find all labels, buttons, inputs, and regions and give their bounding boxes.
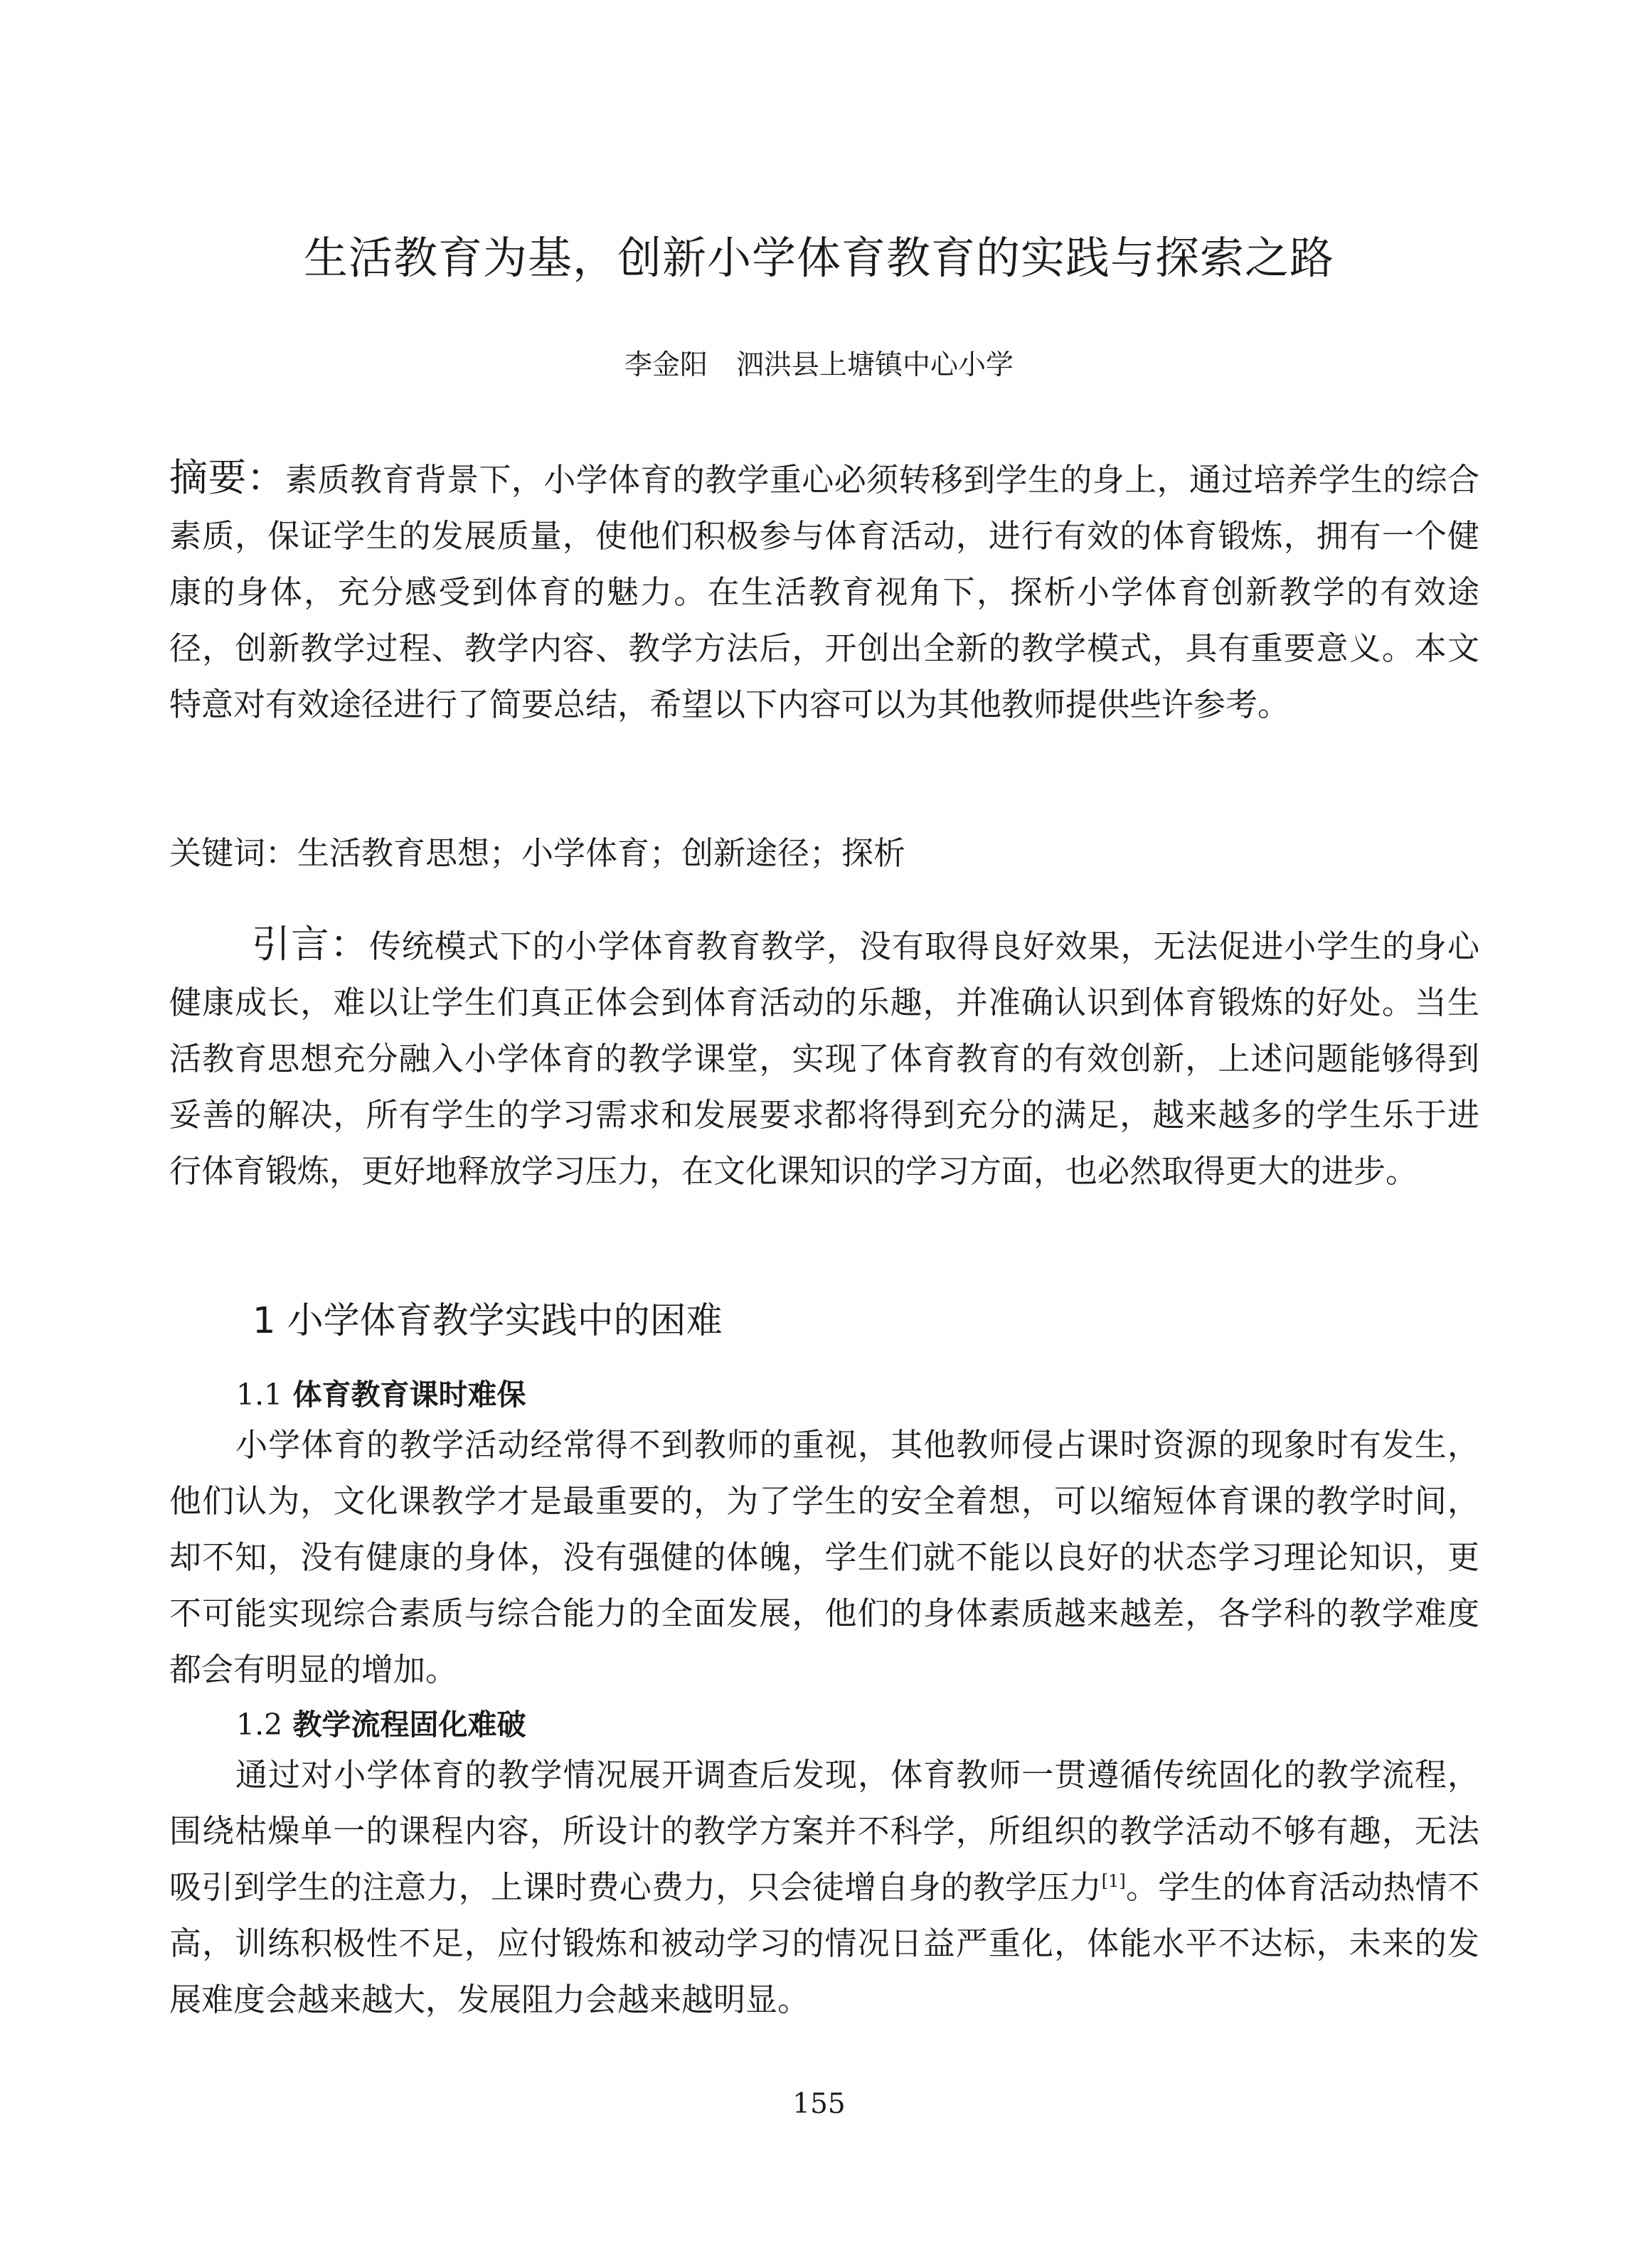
author-affiliation: 泗洪县上塘镇中心小学 (736, 349, 1014, 381)
subsection-heading-1-2 (236, 1700, 526, 1750)
subsection-number-1-1: 1.1 (236, 1378, 283, 1412)
author-name: 李金阳 (624, 349, 708, 381)
intro-paragraph (169, 916, 1479, 1199)
subsection-text-1-1: 小学体育的教学活动经常得不到教师的重视，其他教师侵占课时资源的现象时有发生，他们认为，文化课教学才是最重要的，为了学生的安全着想，可以缩短体育课的教学时间，却不知，没有健康的身体，没有强健的体魄，学生们就不能以良好的状态学习理论知识，更不可能实现综合素质与综合能力的全面发展，他们的身体素质越来越差，各学科的教学难度都会有明显的增加。 (169, 1426, 1479, 1688)
subsection-paragraph-1-1 (169, 1417, 1479, 1698)
paper-title: 生活教育为基，创新小学体育教育的实践与探索之路 (303, 232, 1334, 284)
intro-text: 传统模式下的小学体育教育教学，没有取得良好效果，无法促进小学生的身心健康成长，难以让学生们真正体会到体育活动的乐趣，并准确认识到体育锻炼的好处。当生活教育思想充分融入小学体育的教学课堂，实现了体育教育的有效创新，上述问题能够得到妥善的解决，所有学生的学习需求和发展要求都将得到充分的满足，越来越多的学生乐于进行体育锻炼，更好地释放学习压力，在文化课知识的学习方面，也必然取得更大的进步。 (169, 927, 1480, 1190)
abstract-label: 摘要： (169, 455, 286, 500)
subsection-heading-1-1 (236, 1370, 526, 1420)
abstract-text: 素质教育背景下，小学体育的教学重心必须转移到学生的身上，通过培养学生的综合素质，保证学生的发展质量，使他们积极参与体育活动，进行有效的体育锻炼，拥有一个健康的身体，充分感受到体育的魅力。在生活教育视角下，探析小学体育创新教学的有效途径，创新教学过程、教学内容、教学方法后，开创出全新的教学模式，具有重要意义。本文特意对有效途径进行了简要总结，希望以下内容可以为其他教师提供些许参考。 (169, 461, 1479, 723)
keywords-label: 关键词： (169, 834, 298, 872)
abstract-paragraph (169, 449, 1479, 733)
intro-label: 引言： (251, 922, 369, 967)
subsection-text-1-2a: 通过对小学体育的教学情况展开调查后发现，体育教师一贯遵循传统固化的教学流程，围绕枯燥单一的课程内容，所设计的教学方案并不科学，所组织的教学活动不够有趣，无法吸引到学生的注意力，上课时费心费力，只会徒增自身的教学压力 (169, 1756, 1479, 1906)
citation-ref-1[interactable]: [1] (1101, 1871, 1126, 1891)
subsection-text-1-2b: 。学生的体育活动热情不高，训练积极性不足，应付锻炼和被动学习的情况日益严重化，体能水平不达标，未来的发展难度会越来越大，发展阻力会越来越明显。 (169, 1868, 1479, 2018)
keywords-paragraph (169, 825, 1479, 881)
subsection-title-1-2: 教学流程固化难破 (292, 1708, 526, 1742)
section-heading-1: 1 小学体育教学实践中的困难 (252, 1300, 723, 1342)
author-line (0, 344, 1638, 387)
keywords-text: 生活教育思想；小学体育；创新途径；探析 (297, 834, 906, 872)
subsection-paragraph-1-2 (169, 1747, 1479, 2028)
page-number: 155 (792, 2088, 846, 2120)
subsection-title-1-1: 体育教育课时难保 (292, 1378, 526, 1412)
subsection-number-1-2: 1.2 (236, 1708, 283, 1742)
